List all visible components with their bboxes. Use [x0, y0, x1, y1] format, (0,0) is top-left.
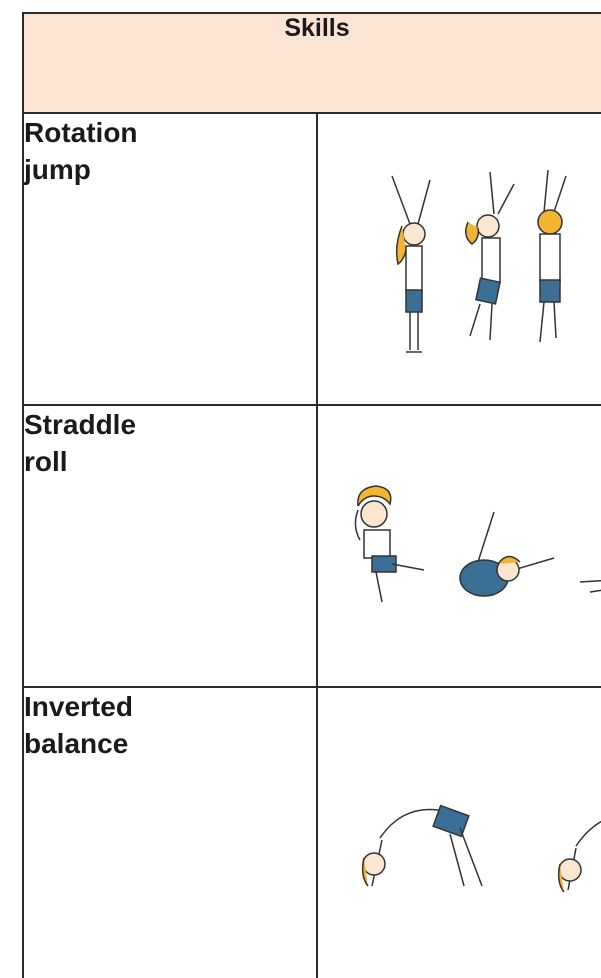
gymnast-figure: [538, 170, 566, 342]
gymnast-figure: [466, 172, 514, 340]
gymnast-figure: [363, 806, 482, 886]
table-row: [23, 687, 601, 978]
skill-illustration-cell: [317, 113, 601, 405]
skill-label-line: Rotation: [24, 117, 138, 148]
skill-label-line: Inverted: [24, 691, 133, 722]
skills-table: [22, 12, 601, 978]
gymnast-figure: [580, 504, 601, 592]
straddle-roll-illustration: [318, 406, 601, 686]
inverted-balance-illustration: [318, 688, 601, 978]
gymnast-figure: [392, 176, 430, 352]
skill-illustration-cell: [317, 687, 601, 978]
table-row: [23, 405, 601, 687]
skill-label-straddle-roll: [23, 405, 317, 687]
skill-label-line: Straddle: [24, 409, 137, 440]
skill-label-line: jump: [24, 154, 91, 185]
table-row: [23, 113, 601, 405]
rotation-jump-illustration: [318, 114, 601, 404]
skill-label-line: balance: [24, 728, 129, 759]
skill-label-line: roll: [24, 446, 68, 477]
gymnast-figure: [355, 486, 424, 602]
gymnast-figure: [460, 512, 554, 596]
skill-illustration-cell: [317, 405, 601, 687]
table-header-skills: Skills: [23, 13, 601, 113]
skill-label-inverted-balance: [23, 687, 317, 978]
gymnast-figure: [559, 734, 601, 892]
skill-label-rotation-jump: [23, 113, 317, 405]
